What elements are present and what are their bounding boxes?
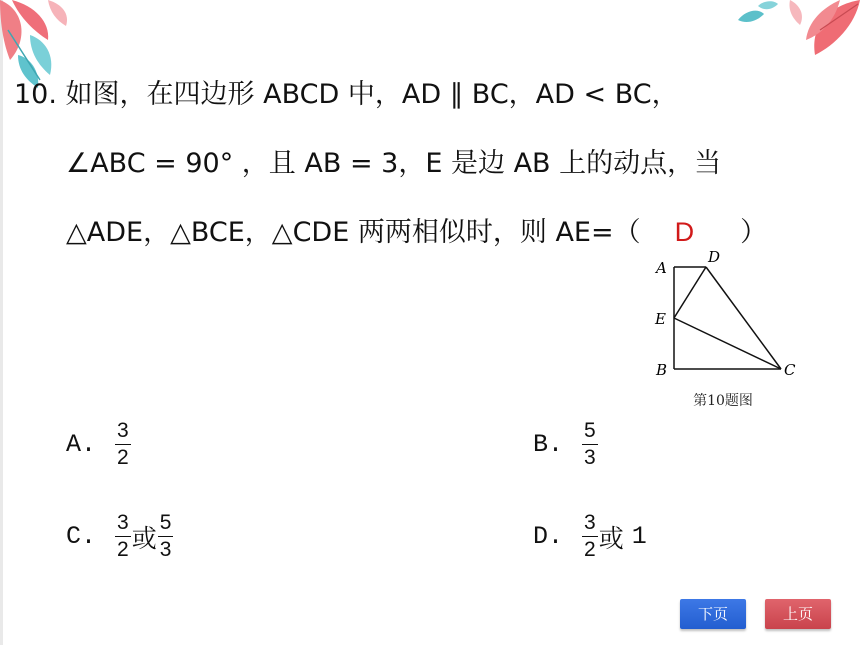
option-c-fraction-1: $\frac{3}{2}$ — [117, 511, 129, 561]
previous-page-button[interactable]: 上页 — [765, 599, 831, 629]
trapezoid-diagram — [648, 248, 808, 388]
option-c[interactable] — [66, 512, 174, 561]
segment-ed — [674, 267, 706, 318]
option-b-fraction: $\frac{5}{3}$ — [584, 419, 596, 469]
next-page-button[interactable]: 下页 — [680, 599, 746, 629]
segment-ec — [674, 318, 781, 369]
floral-decoration-right — [730, 0, 860, 70]
option-c-joiner: 或 — [131, 523, 157, 553]
geometry-figure — [648, 248, 808, 418]
option-d-fraction: $\frac{3}{2}$ — [584, 511, 596, 561]
label-b: B — [656, 361, 668, 379]
slide-border — [0, 0, 3, 645]
option-c-fraction-2: $\frac{5}{3}$ — [159, 511, 172, 561]
label-c: C — [784, 361, 796, 379]
option-d-joiner: 或 — [598, 523, 624, 553]
option-b[interactable] — [533, 420, 599, 469]
option-d[interactable] — [533, 512, 647, 561]
option-a-letter: A. — [66, 430, 97, 459]
segment-dc — [706, 267, 781, 369]
question-line-3: △ADE，△BCE，△CDE 两两相似时，则 AE=（ D ） — [66, 217, 768, 248]
label-d: D — [708, 248, 721, 266]
label-e: E — [655, 310, 666, 328]
option-a[interactable] — [66, 420, 132, 469]
answer-text: D — [674, 217, 695, 247]
question-line-1: 10. 如图，在四边形 ABCD 中，AD ∥ BC，AD < BC， — [14, 79, 679, 110]
option-b-letter: B. — [533, 430, 564, 459]
option-d-tail: 1 — [631, 522, 647, 551]
option-c-letter: C. — [66, 522, 97, 551]
option-a-fraction: $\frac{3}{2}$ — [117, 419, 129, 469]
label-a: A — [656, 259, 667, 277]
option-d-letter: D. — [533, 522, 564, 551]
figure-caption: 第10题图 — [693, 393, 753, 409]
question-line-2: ∠ABC = 90° ，且 AB = 3，E 是边 AB 上的动点，当 — [66, 148, 722, 179]
